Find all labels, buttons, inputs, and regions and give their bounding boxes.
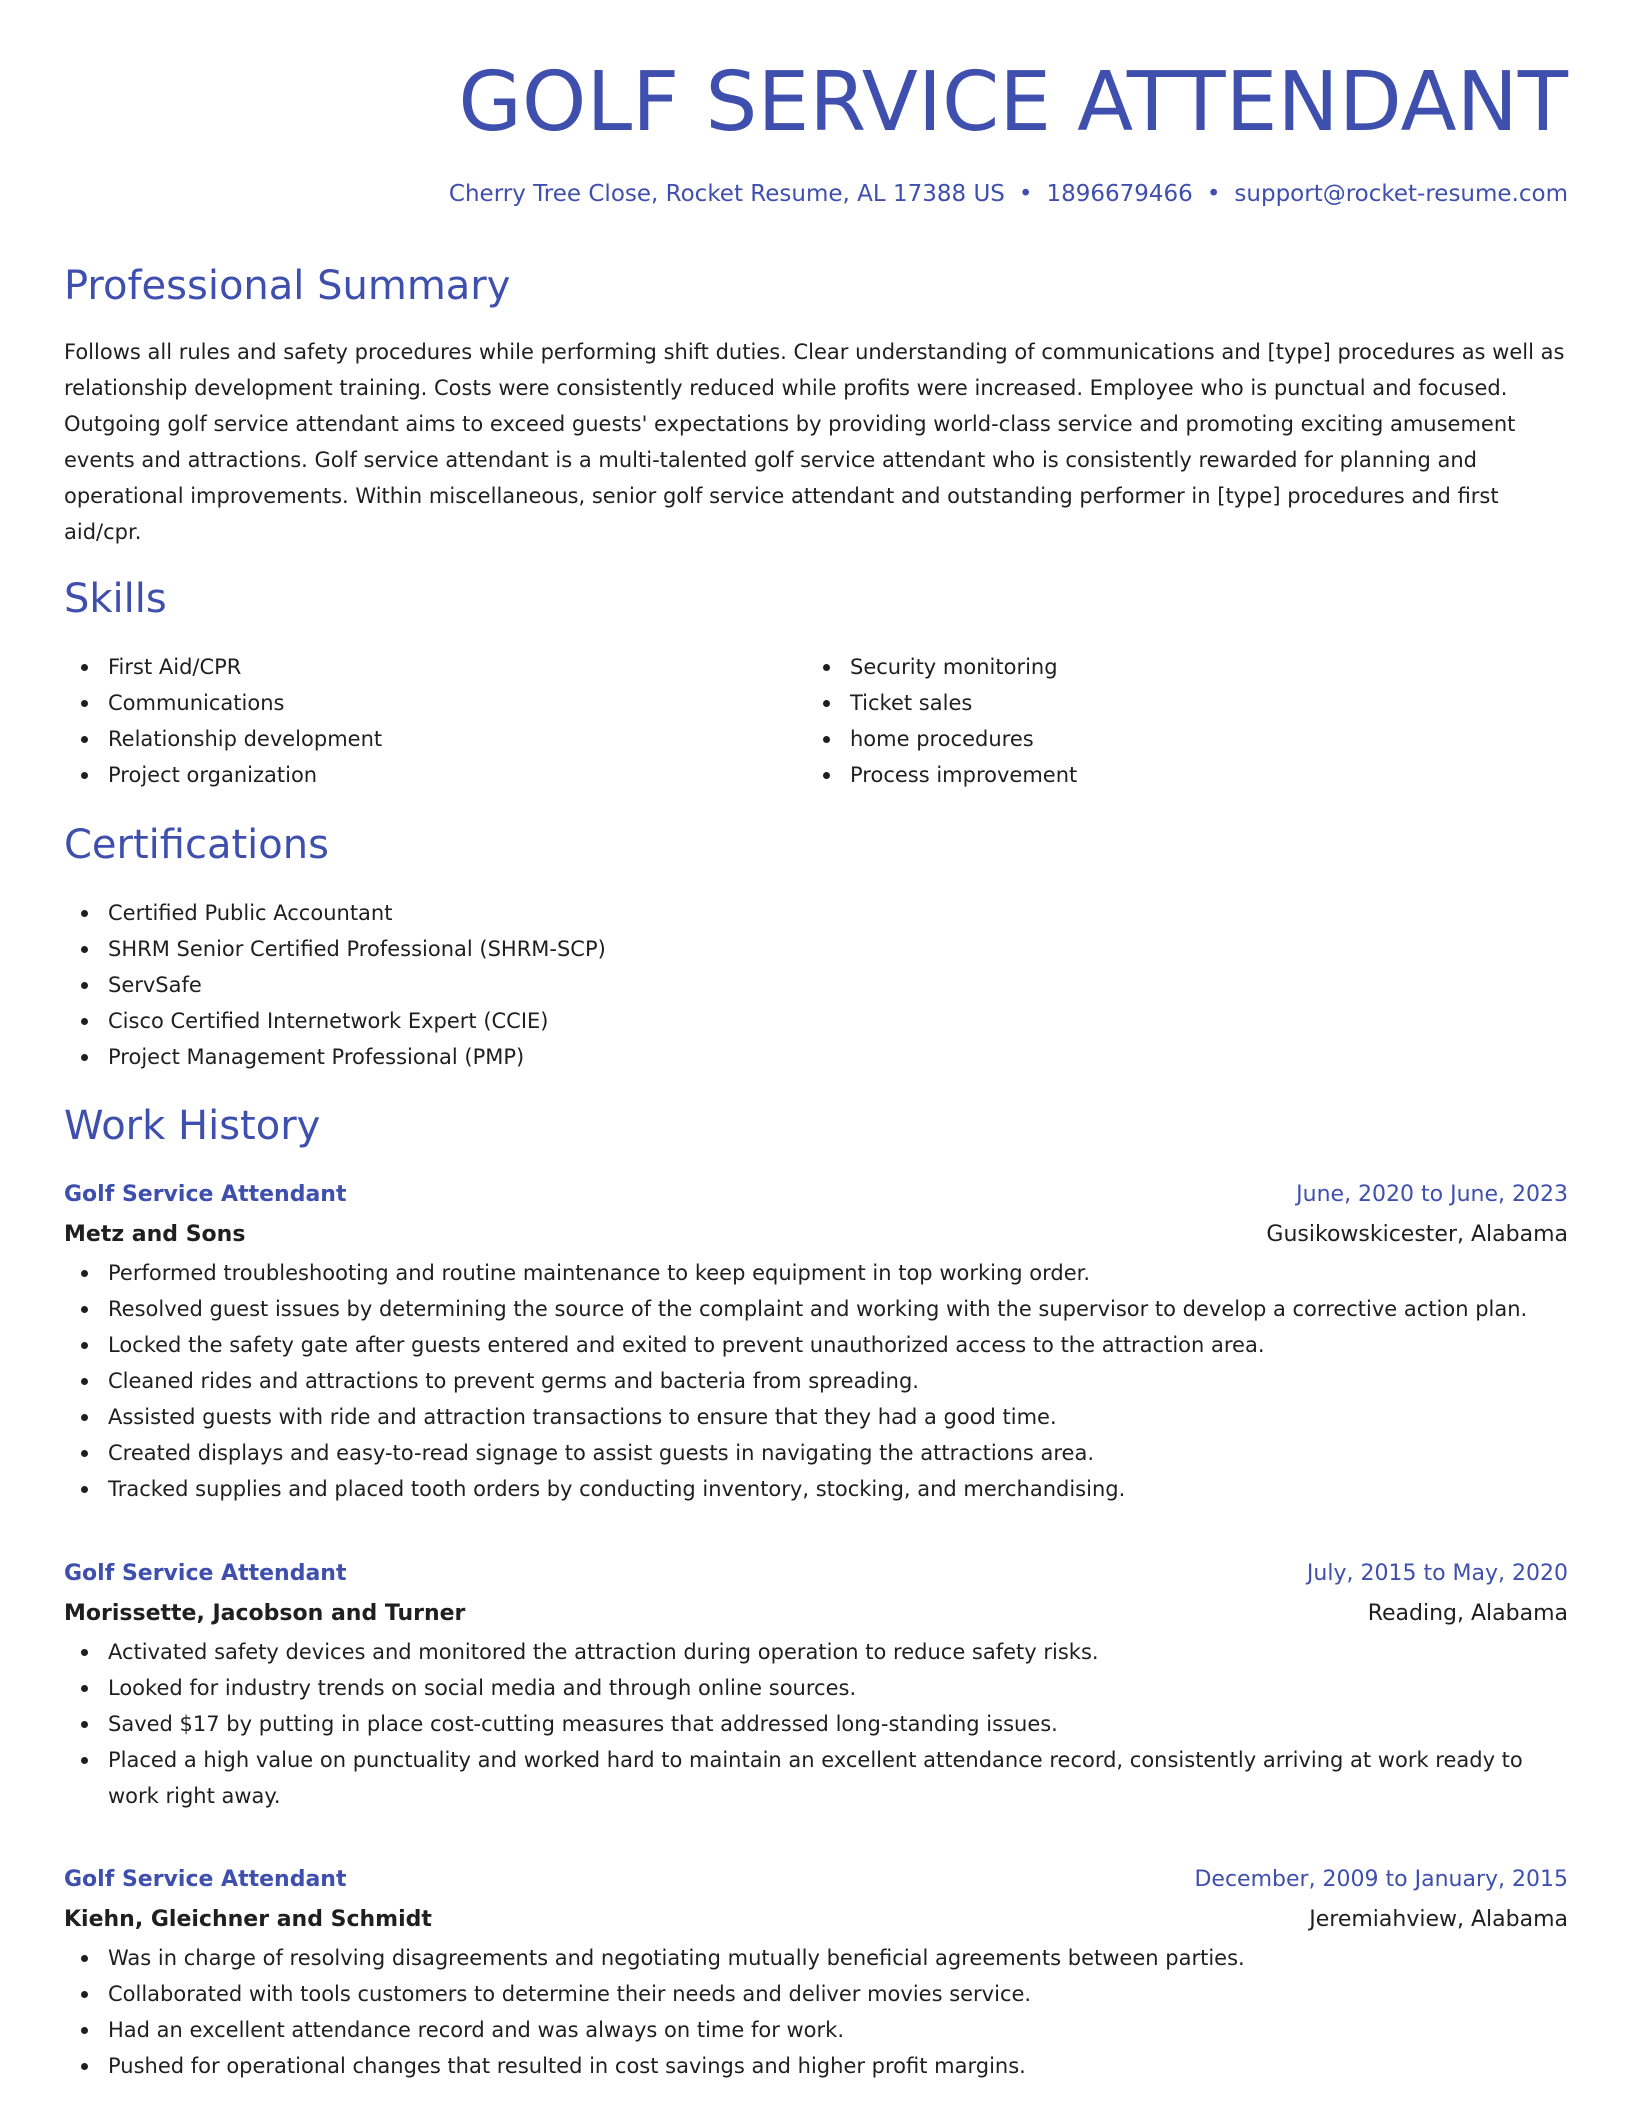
contact-address: Cherry Tree Close, Rocket Resume, AL 17388 US	[448, 181, 1005, 207]
job-title-row	[64, 1175, 1568, 1215]
job-company: Morissette, Jacobson and Turner	[64, 1601, 466, 1626]
job-location: Reading, Alabama	[1367, 1601, 1568, 1626]
job-bullets	[64, 1940, 1568, 2084]
job-dates: July, 2015 to May, 2020	[1306, 1561, 1568, 1586]
job-company: Metz and Sons	[64, 1222, 246, 1247]
job-dates: December, 2009 to January, 2015	[1194, 1867, 1568, 1892]
work-history-heading: Work History	[64, 1103, 321, 1149]
skill-item: Communications	[64, 685, 764, 721]
job-title: Golf Service Attendant	[64, 1561, 347, 1586]
resume-name: GOLF SERVICE ATTENDANT	[458, 55, 1568, 150]
job-title: Golf Service Attendant	[64, 1867, 347, 1892]
job-entry	[64, 1860, 1568, 2084]
job-bullet: Was in charge of resolving disagreements and negotiating mutually beneficial agreements between parties.	[64, 1940, 1568, 1976]
skill-item: Ticket sales	[806, 685, 1506, 721]
contact-line	[449, 178, 1568, 210]
skill-item: Project organization	[64, 757, 764, 793]
job-bullet: Looked for industry trends on social media and through online sources.	[64, 1670, 1568, 1706]
job-bullet: Cleaned rides and attractions to prevent germs and bacteria from spreading.	[64, 1363, 1568, 1399]
skill-item: First Aid/CPR	[64, 649, 764, 685]
job-company-row	[64, 1594, 1568, 1634]
job-location: Jeremiahview, Alabama	[1309, 1907, 1568, 1932]
skill-item: Security monitoring	[806, 649, 1506, 685]
contact-phone: 1896679466	[1046, 181, 1193, 207]
job-title: Golf Service Attendant	[64, 1182, 347, 1207]
contact-separator: •	[1206, 181, 1221, 207]
certification-item: Cisco Certified Internetwork Expert (CCIE)	[64, 1003, 1568, 1039]
certifications-list	[64, 895, 1568, 1075]
job-bullet: Resolved guest issues by determining the source of the complaint and working with the supervisor to develop a corrective action plan.	[64, 1291, 1568, 1327]
certifications-heading: Certifications	[64, 822, 329, 868]
skills-heading: Skills	[64, 576, 167, 622]
certification-item: Certified Public Accountant	[64, 895, 1568, 931]
job-company-row	[64, 1215, 1568, 1255]
job-bullet: Created displays and easy-to-read signage to assist guests in navigating the attractions area.	[64, 1435, 1568, 1471]
job-bullet: Performed troubleshooting and routine maintenance to keep equipment in top working order.	[64, 1255, 1568, 1291]
job-bullet: Locked the safety gate after guests entered and exited to prevent unauthorized access to the attraction area.	[64, 1327, 1568, 1363]
job-entry	[64, 1554, 1568, 1814]
job-location: Gusikowskicester, Alabama	[1266, 1222, 1568, 1247]
job-bullet: Activated safety devices and monitored the attraction during operation to reduce safety risks.	[64, 1634, 1568, 1670]
job-bullet: Had an excellent attendance record and was always on time for work.	[64, 2012, 1568, 2048]
job-title-row	[64, 1554, 1568, 1594]
skill-item: Process improvement	[806, 757, 1506, 793]
job-bullet: Saved $17 by putting in place cost-cutting measures that addressed long-standing issues.	[64, 1706, 1568, 1742]
job-bullet: Assisted guests with ride and attraction transactions to ensure that they had a good time.	[64, 1399, 1568, 1435]
contact-email: support@rocket-resume.com	[1234, 181, 1568, 207]
job-bullet: Tracked supplies and placed tooth orders by conducting inventory, stocking, and merchandising.	[64, 1471, 1568, 1507]
job-bullet: Placed a high value on punctuality and worked hard to maintain an excellent attendance record, consistently arriving at work ready to work right away.	[64, 1742, 1568, 1814]
job-bullets	[64, 1255, 1568, 1507]
certification-item: SHRM Senior Certified Professional (SHRM-SCP)	[64, 931, 1568, 967]
skills-list-left	[64, 649, 764, 793]
job-dates: June, 2020 to June, 2023	[1296, 1182, 1568, 1207]
contact-separator: •	[1018, 181, 1033, 207]
summary-heading: Professional Summary	[64, 263, 511, 309]
summary-text: Follows all rules and safety procedures while performing shift duties. Clear understanding of communications and [type] procedures as well as relationship development training. Costs were consistently reduced while profits were increased. Employee who is punctual and focused. Outgoing golf service attendant aims to exceed guests' expectations by providing world-class service and promoting exciting amusement events and attractions. Golf service attendant is a multi-talented golf service attendant who is consistently rewarded for planning and operational improvements. Within miscellaneous, senior golf service attendant and outstanding performer in [type] procedures and first aid/cpr.	[64, 340, 1565, 544]
skill-item: home procedures	[806, 721, 1506, 757]
job-company-row	[64, 1900, 1568, 1940]
job-entry	[64, 1175, 1568, 1507]
job-bullet: Collaborated with tools customers to determine their needs and deliver movies service.	[64, 1976, 1568, 2012]
certification-item: Project Management Professional (PMP)	[64, 1039, 1568, 1075]
job-title-row	[64, 1860, 1568, 1900]
skill-item: Relationship development	[64, 721, 764, 757]
skills-list-right	[806, 649, 1506, 793]
job-bullet: Pushed for operational changes that resulted in cost savings and higher profit margins.	[64, 2048, 1568, 2084]
job-company: Kiehn, Gleichner and Schmidt	[64, 1907, 432, 1932]
certification-item: ServSafe	[64, 967, 1568, 1003]
job-bullets	[64, 1634, 1568, 1814]
